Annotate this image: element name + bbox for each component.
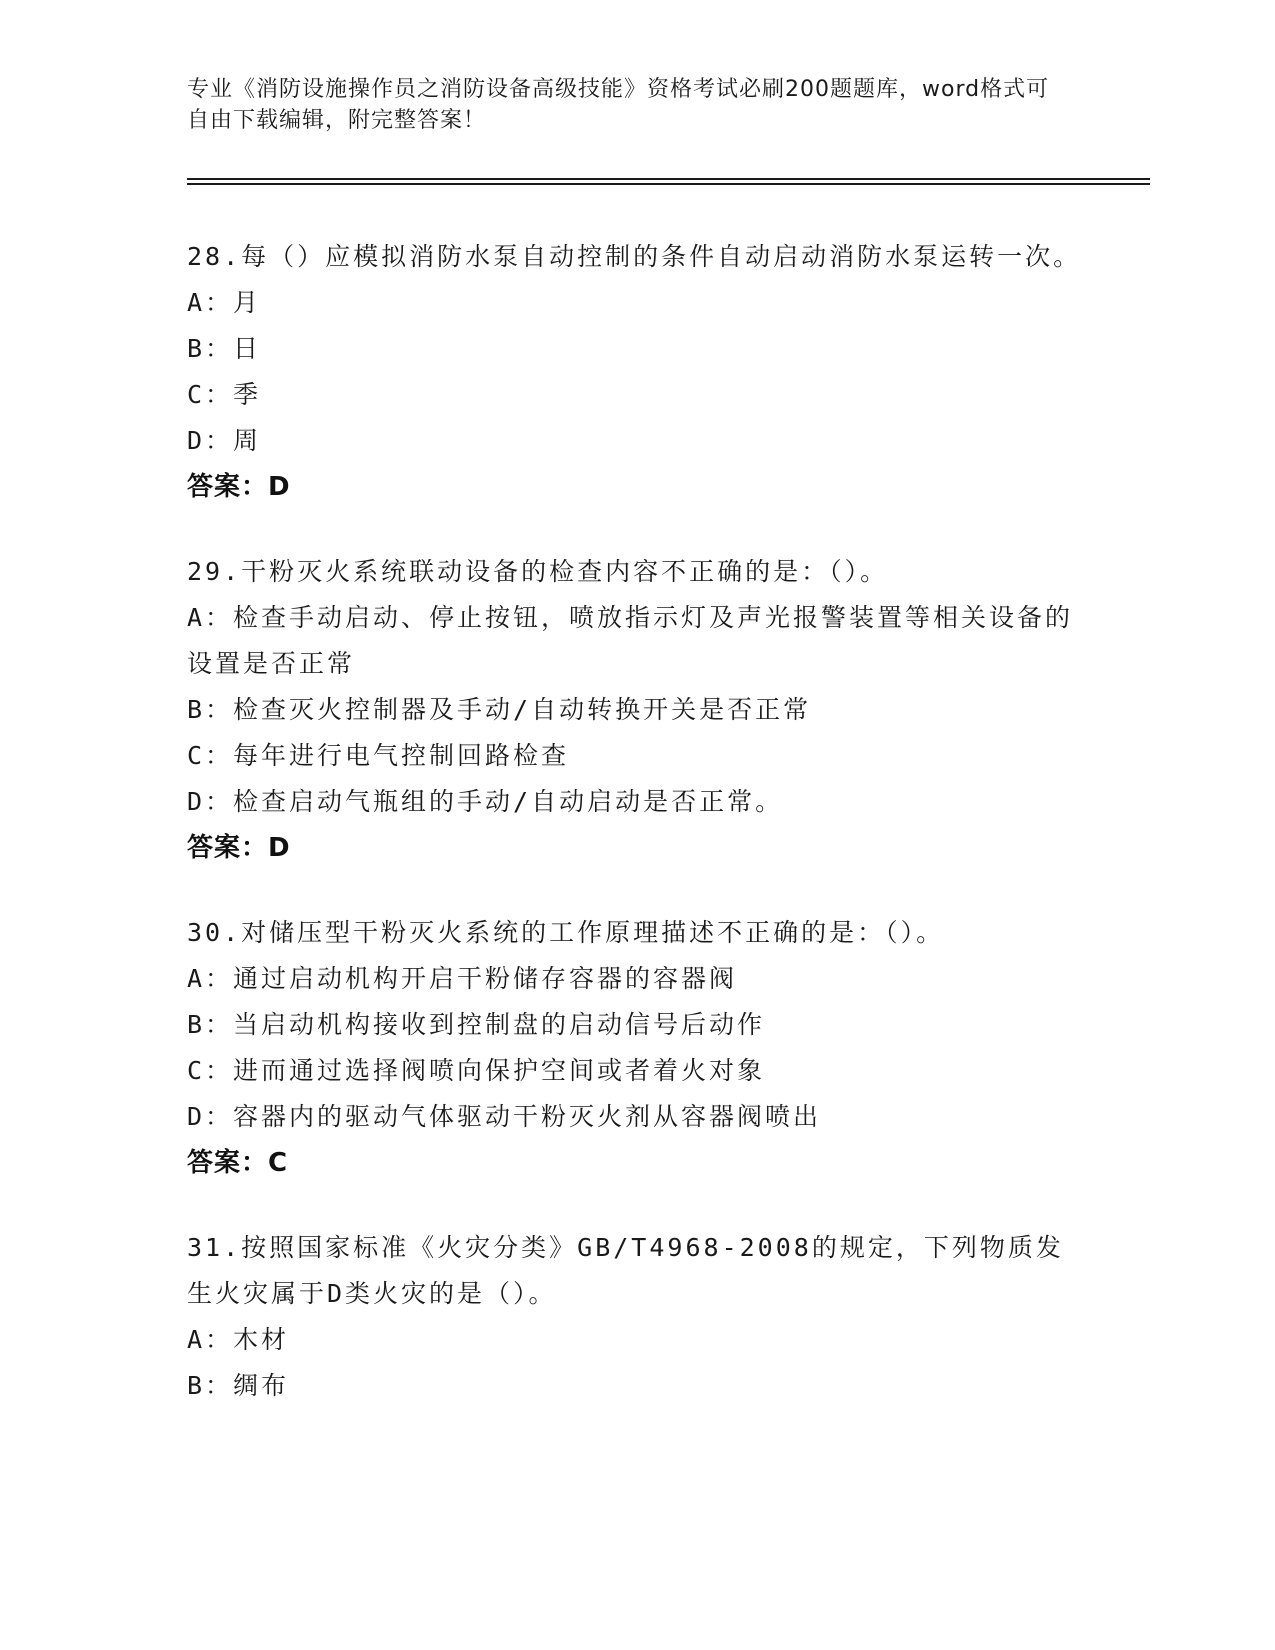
header-divider-top [187,178,1150,180]
option-c: C：每年进行电气控制回路检查 [187,741,570,770]
question-29 [187,549,1087,871]
option-c: C：季 [187,380,262,409]
question-30 [187,910,1087,1186]
question-stem: 31.按照国家标准《火灾分类》GB/T4968-2008的规定，下列物质发生火灾属于D类火灾的是（）。 [187,1233,1064,1308]
question-stem: 30.对储压型干粉灭火系统的工作原理描述不正确的是：（）。 [187,918,945,947]
option-a: A：检查手动启动、停止按钮，喷放指示灯及声光报警装置等相关设备的设置是否正常 [187,603,1074,678]
option-d: D：检查启动气瓶组的手动/自动启动是否正常。 [187,787,784,816]
option-a: A：木材 [187,1325,290,1354]
header-divider-bottom [187,183,1150,185]
question-stem: 28.每（）应模拟消防水泵自动控制的条件自动启动消防水泵运转一次。 [187,242,1082,271]
document-header: 专业《消防设施操作员之消防设备高级技能》资格考试必刷200题题库，word格式可自由下载编辑，附完整答案！ [187,77,1050,133]
answer-line: 答案：D [187,833,291,863]
answer-line: 答案：C [187,1148,289,1178]
option-c: C：进而通过选择阀喷向保护空间或者着火对象 [187,1056,766,1085]
option-b: B：绸布 [187,1371,290,1400]
option-a: A：通过启动机构开启干粉储存容器的容器阀 [187,964,738,993]
option-b: B：检查灭火控制器及手动/自动转换开关是否正常 [187,695,812,724]
option-d: D：容器内的驱动气体驱动干粉灭火剂从容器阀喷出 [187,1102,822,1131]
option-b: B：日 [187,334,262,363]
option-b: B：当启动机构接收到控制盘的启动信号后动作 [187,1010,766,1039]
question-stem: 29.干粉灭火系统联动设备的检查内容不正确的是：（）。 [187,557,889,586]
question-31 [187,1225,1087,1409]
option-a: A：月 [187,288,262,317]
question-list [187,234,1087,1448]
question-28 [187,234,1087,510]
answer-line: 答案：D [187,472,291,502]
option-d: D：周 [187,426,262,455]
